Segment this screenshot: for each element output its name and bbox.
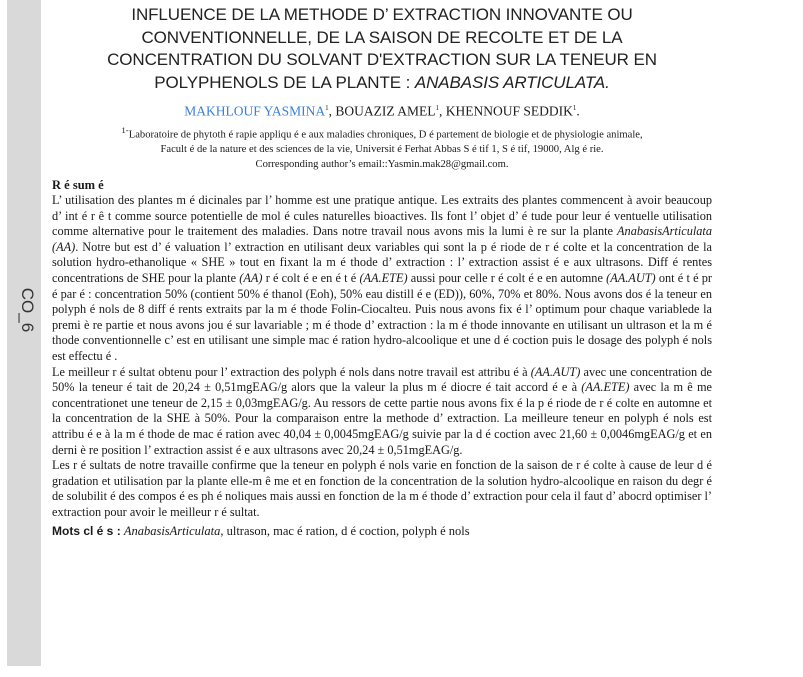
affiliation-line-1: Laboratoire de phytoth é rapie appliqu é e aux maladies chroniques, D é partement de biologie et de physiologie animale, <box>128 129 643 141</box>
p2-text-c: avec une concentration de 50% la teneur é tait de 20,24 ± 0,51mgEAG/g alors que la valeur la plus m é diocre é tait accord é e à <box>52 364 712 395</box>
author-3-sup: 1 <box>572 104 577 112</box>
p2-italic-d: (AA.ETE) <box>581 380 630 395</box>
abstract-paragraph-2 <box>52 365 712 459</box>
abstract-paragraph-1 <box>52 193 712 365</box>
p1-italic-d: (AA) <box>239 271 263 285</box>
corresponding-email: Corresponding author’s email::Yasmin.mak28@gmail.com. <box>255 159 509 171</box>
p2-text-a: Le meilleur r é sultat obtenu pour l’ extraction des polyph é nols dans notre travail est attribu é à <box>52 364 531 379</box>
author-2-sup: 1 <box>435 104 439 112</box>
title-line-2: CONVENTIONNELLE, DE LA SAISON DE RECOLTE ET DE LA <box>141 27 623 47</box>
affiliation-line-2: Facult é de la nature et des sciences de la vie, Universit é Ferhat Abbas S é tif 1, S é tif, 19000, Alg é rie. <box>160 144 604 156</box>
side-label: CO_6 <box>18 287 37 333</box>
p2-italic-b: (AA.AUT) <box>530 364 581 379</box>
author-3: KHENNOUF SEDDIK <box>445 103 573 119</box>
abstract-paragraph-3: Les r é sultats de notre travaille confirme que la teneur en polyph é nols varie en fonction de la saison de r é colte à cause de leur d é gradation et utilisation par la plante elle-m ê me et en fonction de la concentration de la solution hydro-alcoolique en raison du degr é de solubilit é des compos é es ph é noliques mais aussi en fonction de la m é thode d’ extraction pour cela il faut d’ abocrd optimiser l’ extraction pour avoir le meilleur r é sultat. <box>52 458 712 519</box>
keywords <box>52 523 712 539</box>
paper-title <box>52 4 712 94</box>
title-line-1: INFLUENCE DE LA METHODE D’ EXTRACTION INNOVANTE OU <box>131 5 633 24</box>
abstract-heading: R é sum é <box>52 178 104 193</box>
title-line-3: CONCENTRATION DU SOLVANT D'EXTRACTION SUR LA TENEUR EN <box>107 50 657 69</box>
keywords-rest: , ultrason, mac é ration, d é coction, polyph é nols <box>220 523 470 538</box>
p1-italic-f: (AA.ETE) <box>359 271 408 285</box>
authors: MAKHLOUF YASMINA$^1$, BOUAZIZ AMEL$^1$, KHENNOUF SEDDIK$^1$. <box>184 103 580 119</box>
affiliation-sup: 1- <box>121 124 129 135</box>
p1-text-c: . Notre but est d’ é valuation l’ extraction en utilisant deux variables qui sont la p é riode de r é colte et la concentration de la solution hydro-ethanolique « SHE » tout en fixant la m é thode d’ extraction : l’ extraction assist é e aux ultrasons. Diff é rentes concentrations de SHE pour la plante <box>52 239 712 285</box>
affiliation <box>52 123 712 173</box>
p1-italic-h: (AA.AUT) <box>606 271 656 285</box>
title-species: ANABASIS ARTICULATA. <box>414 72 610 92</box>
keywords-label: Mots cl é s : <box>52 523 121 538</box>
p1-text-e: r é colt é e en é t é <box>262 271 360 285</box>
p1-text-g: aussi pour celle r é colt é e en automne <box>407 271 607 285</box>
keyword-species: AnabasisArticulata <box>123 523 221 538</box>
p1-text-i: ont é t é pr é par é : concentration 50% (contient 50% é thanol (Eoh), 50% eau distill é e (ED)), 60%, 70% et 80%. Nous avons dos é la teneur en polyph é nols de 8 diff é rents extraits par la m é thode Folin-Ciocalteu. Puis nous avons fix é l’ optimum pour chaque variablede la premi è re partie et nous avons jou é sur lavariable ; m é thode d’ extraction : la m é thode innovante en utilisant un ultrason et la m é thode conventionnelle c’ est en utilisant une simple mac é ration hydro-alcoolique et une d é coction puis le dosage des polyph é nols est effectu é . <box>52 271 712 363</box>
p1-text-a: L’ utilisation des plantes m é dicinales par l’ homme est une pratique antique. Les extraits des plantes commencent à avoir beaucoup d’ int é r ê t comme source potentielle de mol é cules naturelles bioactives. Ils font l’ objet d’ é tude pour leur é ventuelle utilisation comme alternative pour le traitement des maladies. Dans notre travail nous avons mis la lumi è re sur la plante <box>52 193 712 239</box>
side-strip <box>7 0 41 666</box>
author-1-sup: 1 <box>325 104 329 112</box>
author-1: MAKHLOUF YASMINA <box>184 103 326 119</box>
title-line-4: POLYPHENOLS DE LA PLANTE : <box>154 72 415 92</box>
p2-text-e: avec la m ê me concentrationet une teneur de 2,15 ± 0,03mgEAG/g. Au ressors de cette partie nous avons fix é la p é riode de r é colte en automne et la concentration de la SHE à 50%. Pour la comparaison entre la methode d’ extraction. La meilleure teneur en polyph é nols est attribu é e à la m é thode de mac é ration avec 40,04 ± 0,0045mgEAG/g suivie par la d é coction avec 21,60 ± 0,0046mgEAG/g et en derni è re position l’ extraction assist é e aux ultrasons avec 20,24 ± 0,51mgEAG/g. <box>52 380 712 457</box>
p1-italic-b: AnabasisArticulata (AA) <box>52 224 712 254</box>
document-page <box>52 0 712 539</box>
author-2: BOUAZIZ AMEL <box>335 103 436 119</box>
